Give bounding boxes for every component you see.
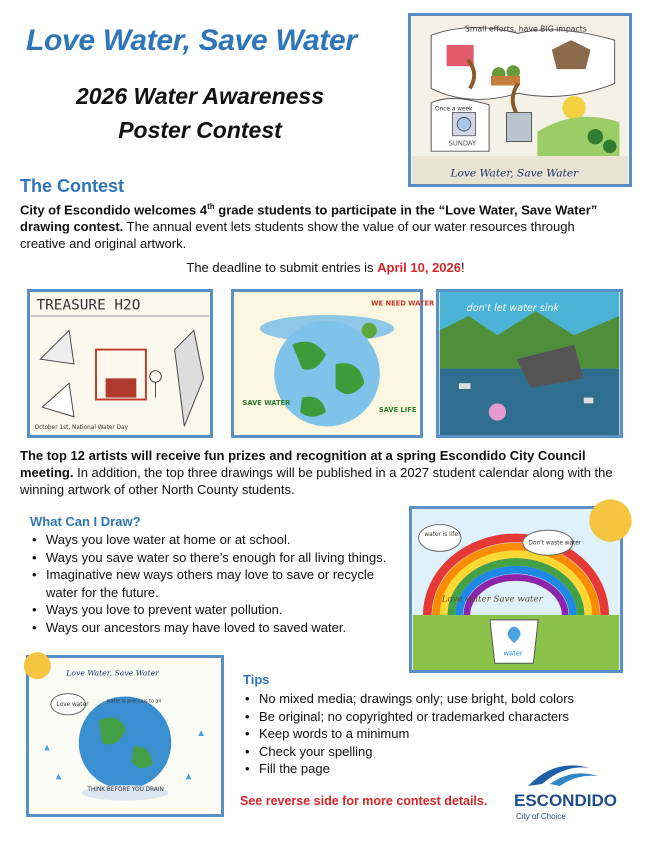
artwork-earth-drawing <box>234 292 435 435</box>
reverse-side-note: See reverse side for more contest details. <box>240 794 488 808</box>
artwork-globe <box>26 655 224 817</box>
prizes-rest: In addition, the top three drawings will be published in a 2027 student calendar along with the winning artwork of other North County students. <box>20 465 613 497</box>
contest-intro <box>20 198 610 252</box>
intro-sup: th <box>207 202 215 211</box>
prizes-paragraph <box>20 447 620 498</box>
artwork-treasure-drawing <box>30 292 210 435</box>
artwork-rainbow-bucket: water <box>503 649 523 658</box>
deadline-line <box>0 260 651 275</box>
artwork-we-need-water <box>231 289 435 438</box>
logo-tagline: City of Choice <box>516 812 566 821</box>
artwork-earth-savewater: SAVE WATER <box>242 399 291 408</box>
list-item: • Ways you save water so there’s enough for all living things. <box>30 549 400 567</box>
artwork-dont-let-water-sink <box>436 289 623 438</box>
artwork-tr-week: Once a week <box>435 106 473 113</box>
escondido-logo <box>510 758 630 828</box>
section-heading-tips: Tips <box>243 672 270 687</box>
list-item: • Be original; no copyrighted or trademarked characters <box>243 708 603 726</box>
list-item: • Keep words to a minimum <box>243 725 603 743</box>
deadline-prefix: The deadline to submit entries is <box>186 260 378 275</box>
intro-bold-2: grade students to participate in the “Love Water, Save Water” drawing contest. <box>20 202 598 235</box>
artwork-tr-line2: Love Water, Save Water <box>450 166 579 180</box>
artwork-tr-day: SUNDAY <box>448 139 477 148</box>
list-item: • No mixed media; drawings only; use bright, bold colors <box>243 690 603 708</box>
subtitle-line-2: Poster Contest <box>118 117 282 143</box>
prizes-bold: The top 12 artists will receive fun prizes and recognition at a spring Escondido City Council meeting. <box>20 448 586 480</box>
section-heading-what-can-i-draw: What Can I Draw? <box>30 514 141 529</box>
deadline-date: April 10, 2026 <box>377 260 461 275</box>
artwork-tr-line1: Small efforts, have BIG impacts <box>464 24 587 34</box>
artwork-rainbow-drawing <box>412 509 620 670</box>
artwork-rainbow <box>409 506 623 673</box>
intro-bold-1: City of Escondido welcomes 4 <box>20 202 208 218</box>
artwork-globe-drawing <box>29 658 221 814</box>
escondido-logo-mark <box>510 758 630 828</box>
artwork-treasure-title: TREASURE H2O <box>36 297 141 314</box>
list-item: • Fill the page <box>243 760 603 778</box>
list-item: • Imaginative new ways others may love to save or recycle water for the future. <box>30 566 400 601</box>
draw-ideas-list <box>30 531 400 636</box>
deadline-suffix: ! <box>460 260 465 275</box>
artwork-small-efforts-drawing <box>411 16 629 184</box>
artwork-rainbow-bubble2: Don't waste water <box>528 540 582 547</box>
list-item: • Ways you love to prevent water pollution. <box>30 601 400 619</box>
artwork-treasure-caption: October 1st, National Water Day <box>34 425 128 432</box>
artwork-rainbow-bubble1: water is life! <box>424 531 461 538</box>
artwork-treasure-h2o <box>27 289 213 438</box>
artwork-globe-footer: THINK BEFORE YOU DRAIN <box>87 786 164 793</box>
artwork-globe-bubble: Love water <box>56 702 89 709</box>
artwork-small-efforts <box>408 13 632 187</box>
artwork-earth-savelife: SAVE LIFE <box>378 405 417 414</box>
page-title: Love Water, Save Water <box>26 24 357 57</box>
artwork-rainbow-banner: Love water Save water <box>441 594 543 605</box>
artwork-earth-weneed: WE NEED WATER <box>371 299 435 308</box>
list-item: • Ways our ancestors may have loved to saved water. <box>30 619 400 637</box>
artwork-globe-title: Love Water, Save Water <box>66 668 159 678</box>
section-heading-contest: The Contest <box>20 176 125 196</box>
list-item: • Check your spelling <box>243 743 603 761</box>
subtitle-line-1: 2026 Water Awareness <box>75 83 325 109</box>
artwork-sink-drawing <box>439 292 620 435</box>
artwork-sink-title: don't let water sink <box>466 303 560 315</box>
artwork-globe-arc: water is precious to all <box>106 699 162 705</box>
logo-name: ESCONDIDO <box>514 791 617 810</box>
intro-rest: The annual event lets students show the value of our water resources through creative and original artwork. <box>20 219 575 252</box>
list-item: • Ways you love water at home or at school. <box>30 531 400 549</box>
